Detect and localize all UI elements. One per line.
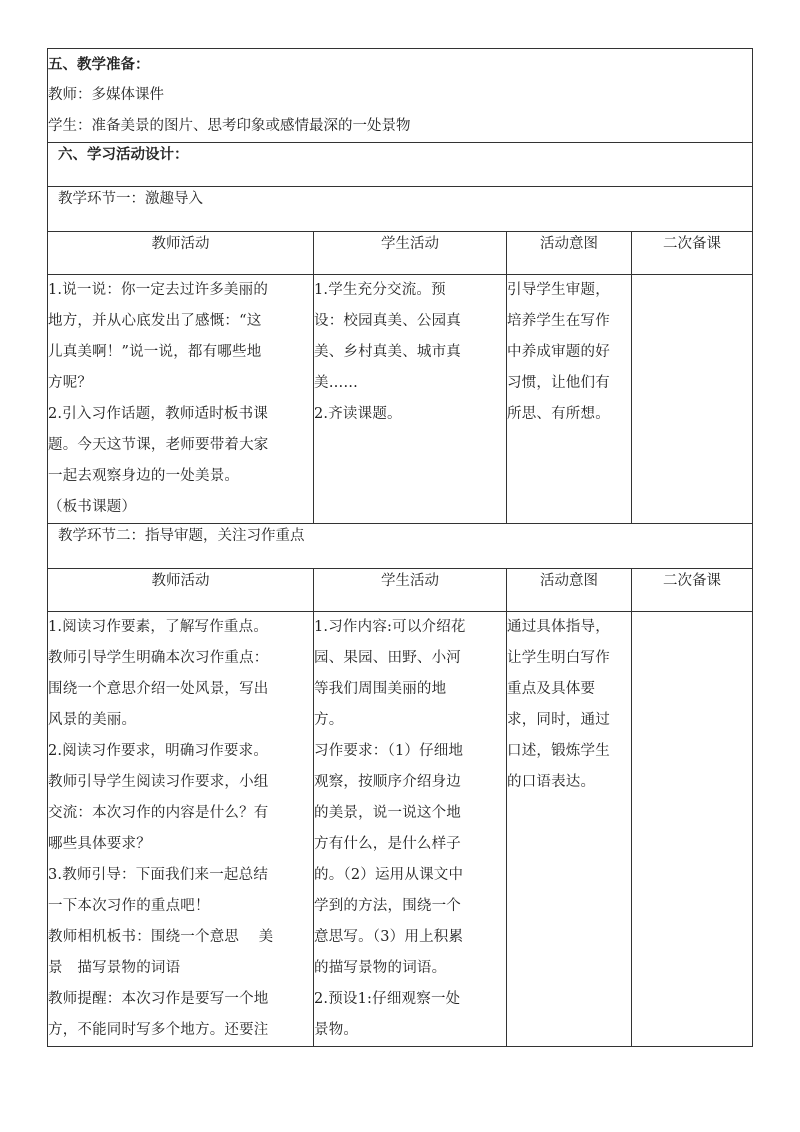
step2-teacher-line: 教师相机板书：围绕一个意思 美 bbox=[48, 929, 274, 945]
step2-teacher-line: 哪些具体要求？ bbox=[48, 836, 151, 852]
step2-student-line: 1.习作内容:可以介绍花 bbox=[314, 619, 466, 635]
col-header-teacher: 教师活动 bbox=[48, 232, 314, 275]
step1-teacher-cell bbox=[48, 275, 314, 524]
step1-intent-line: 习惯，让他们有 bbox=[507, 375, 610, 391]
step2-teacher-cell bbox=[48, 612, 314, 1047]
section5-teacher: 教师：多媒体课件 bbox=[48, 87, 164, 103]
step2-teacher-line: 方，不能同时写多个地方。还要注 bbox=[48, 1022, 269, 1038]
step2-notes-cell bbox=[632, 612, 753, 1047]
step2-student-line: 方有什么，是什么样子 bbox=[314, 836, 461, 852]
col-header-notes: 二次备课 bbox=[632, 232, 753, 275]
step2-student-line: 的描写景物的词语。 bbox=[314, 960, 447, 976]
step2-teacher-line: 1.阅读习作要素，了解写作重点。 bbox=[48, 619, 269, 635]
step1-student-cell bbox=[314, 275, 507, 524]
col-header-intent: 活动意图 bbox=[507, 569, 632, 612]
step2-teacher-line: 教师引导学生明确本次习作重点： bbox=[48, 650, 269, 666]
step1-student-line: 美、乡村真美、城市真 bbox=[314, 344, 461, 360]
step1-teacher-line: 方呢？ bbox=[48, 375, 93, 391]
step2-student-line: 观察，按顺序介绍身边 bbox=[314, 774, 461, 790]
step1-intent-line: 培养学生在写作 bbox=[507, 313, 610, 329]
step2-header-row bbox=[48, 569, 753, 612]
step2-student-line: 学到的方法，围绕一个 bbox=[314, 898, 461, 914]
step2-student-line: 的。（2）运用从课文中 bbox=[314, 867, 464, 883]
step2-student-line: 的美景，说一说这个地 bbox=[314, 805, 461, 821]
step2-student-line: 园、果园、田野、小河 bbox=[314, 650, 461, 666]
step1-teacher-line: 地方，并从心底发出了感慨：“这 bbox=[48, 313, 262, 329]
step2-intent-line: 通过具体指导， bbox=[507, 619, 610, 635]
step2-student-line: 2.预设1:仔细观察一处 bbox=[314, 991, 461, 1007]
step1-teacher-line: 2.引入习作话题，教师适时板书课 bbox=[48, 406, 269, 422]
col-header-notes: 二次备课 bbox=[632, 569, 753, 612]
step2-student-line: 等我们周围美丽的地 bbox=[314, 681, 447, 697]
col-header-intent: 活动意图 bbox=[507, 232, 632, 275]
step1-title: 教学环节一：激趣导入 bbox=[58, 191, 203, 207]
col-header-student: 学生活动 bbox=[314, 569, 507, 612]
step2-teacher-line: 景 描写景物的词语 bbox=[48, 960, 181, 976]
step2-teacher-line: 一下本次习作的重点吧！ bbox=[48, 898, 210, 914]
step2-intent-line: 让学生明白写作 bbox=[507, 650, 610, 666]
step1-student-line: 2.齐读课题。 bbox=[314, 406, 402, 422]
step1-teacher-line: 儿真美啊！”说一说，都有哪些地 bbox=[48, 344, 262, 360]
step1-header-row bbox=[48, 232, 753, 275]
step1-notes-cell bbox=[632, 275, 753, 524]
step2-intent-line: 口述，锻炼学生 bbox=[507, 743, 610, 759]
step1-intent-line: 引导学生审题， bbox=[507, 282, 610, 298]
step2-teacher-line: 交流：本次习作的内容是什么？有 bbox=[48, 805, 269, 821]
lesson-plan-table bbox=[47, 48, 753, 1047]
step2-student-line: 意思写。（3）用上积累 bbox=[314, 929, 464, 945]
step1-content-row bbox=[48, 275, 753, 524]
step2-student-line: 景物。 bbox=[314, 1022, 359, 1038]
step2-teacher-line: 3.教师引导：下面我们来一起总结 bbox=[48, 867, 269, 883]
step2-student-line: 方。 bbox=[314, 712, 344, 728]
step1-teacher-line: （板书课题） bbox=[48, 499, 137, 515]
section6-title: 六、学习活动设计： bbox=[58, 146, 189, 163]
step2-teacher-line: 围绕一个意思介绍一处风景，写出 bbox=[48, 681, 269, 697]
step2-student-line: 习作要求：（1）仔细地 bbox=[314, 743, 464, 759]
step1-intent-cell bbox=[507, 275, 632, 524]
step1-student-line: 美…… bbox=[314, 375, 359, 391]
step2-teacher-line: 教师引导学生阅读习作要求，小组 bbox=[48, 774, 269, 790]
step2-intent-line: 重点及具体要 bbox=[507, 681, 596, 697]
section5-row bbox=[48, 49, 753, 143]
step2-title-row bbox=[48, 524, 753, 569]
step2-teacher-line: 教师提醒：本次习作是要写一个地 bbox=[48, 991, 269, 1007]
step1-title-row bbox=[48, 187, 753, 232]
col-header-teacher: 教师活动 bbox=[48, 569, 314, 612]
step2-intent-line: 求，同时，通过 bbox=[507, 712, 610, 728]
step1-intent-line: 中养成审题的好 bbox=[507, 344, 610, 360]
step2-content-row bbox=[48, 612, 753, 1047]
section5-title: 五、教学准备： bbox=[48, 56, 150, 73]
step2-intent-cell bbox=[507, 612, 632, 1047]
step2-teacher-line: 风景的美丽。 bbox=[48, 712, 137, 728]
step1-teacher-line: 题。今天这节课，老师要带着大家 bbox=[48, 437, 269, 453]
step2-intent-line: 的口语表达。 bbox=[507, 774, 596, 790]
step1-teacher-line: 1.说一说：你一定去过许多美丽的 bbox=[48, 282, 269, 298]
step2-student-cell bbox=[314, 612, 507, 1047]
section5-student: 学生：准备美景的图片、思考印象或感情最深的一处景物 bbox=[48, 118, 411, 134]
step1-student-line: 1.学生充分交流。预 bbox=[314, 282, 446, 298]
step2-title: 教学环节二：指导审题，关注习作重点 bbox=[58, 528, 305, 544]
step1-teacher-line: 一起去观察身边的一处美景。 bbox=[48, 468, 240, 484]
col-header-student: 学生活动 bbox=[314, 232, 507, 275]
step1-intent-line: 所思、有所想。 bbox=[507, 406, 610, 422]
section6-row bbox=[48, 143, 753, 187]
step2-teacher-line: 2.阅读习作要求，明确习作要求。 bbox=[48, 743, 269, 759]
step1-student-line: 设：校园真美、公园真 bbox=[314, 313, 461, 329]
